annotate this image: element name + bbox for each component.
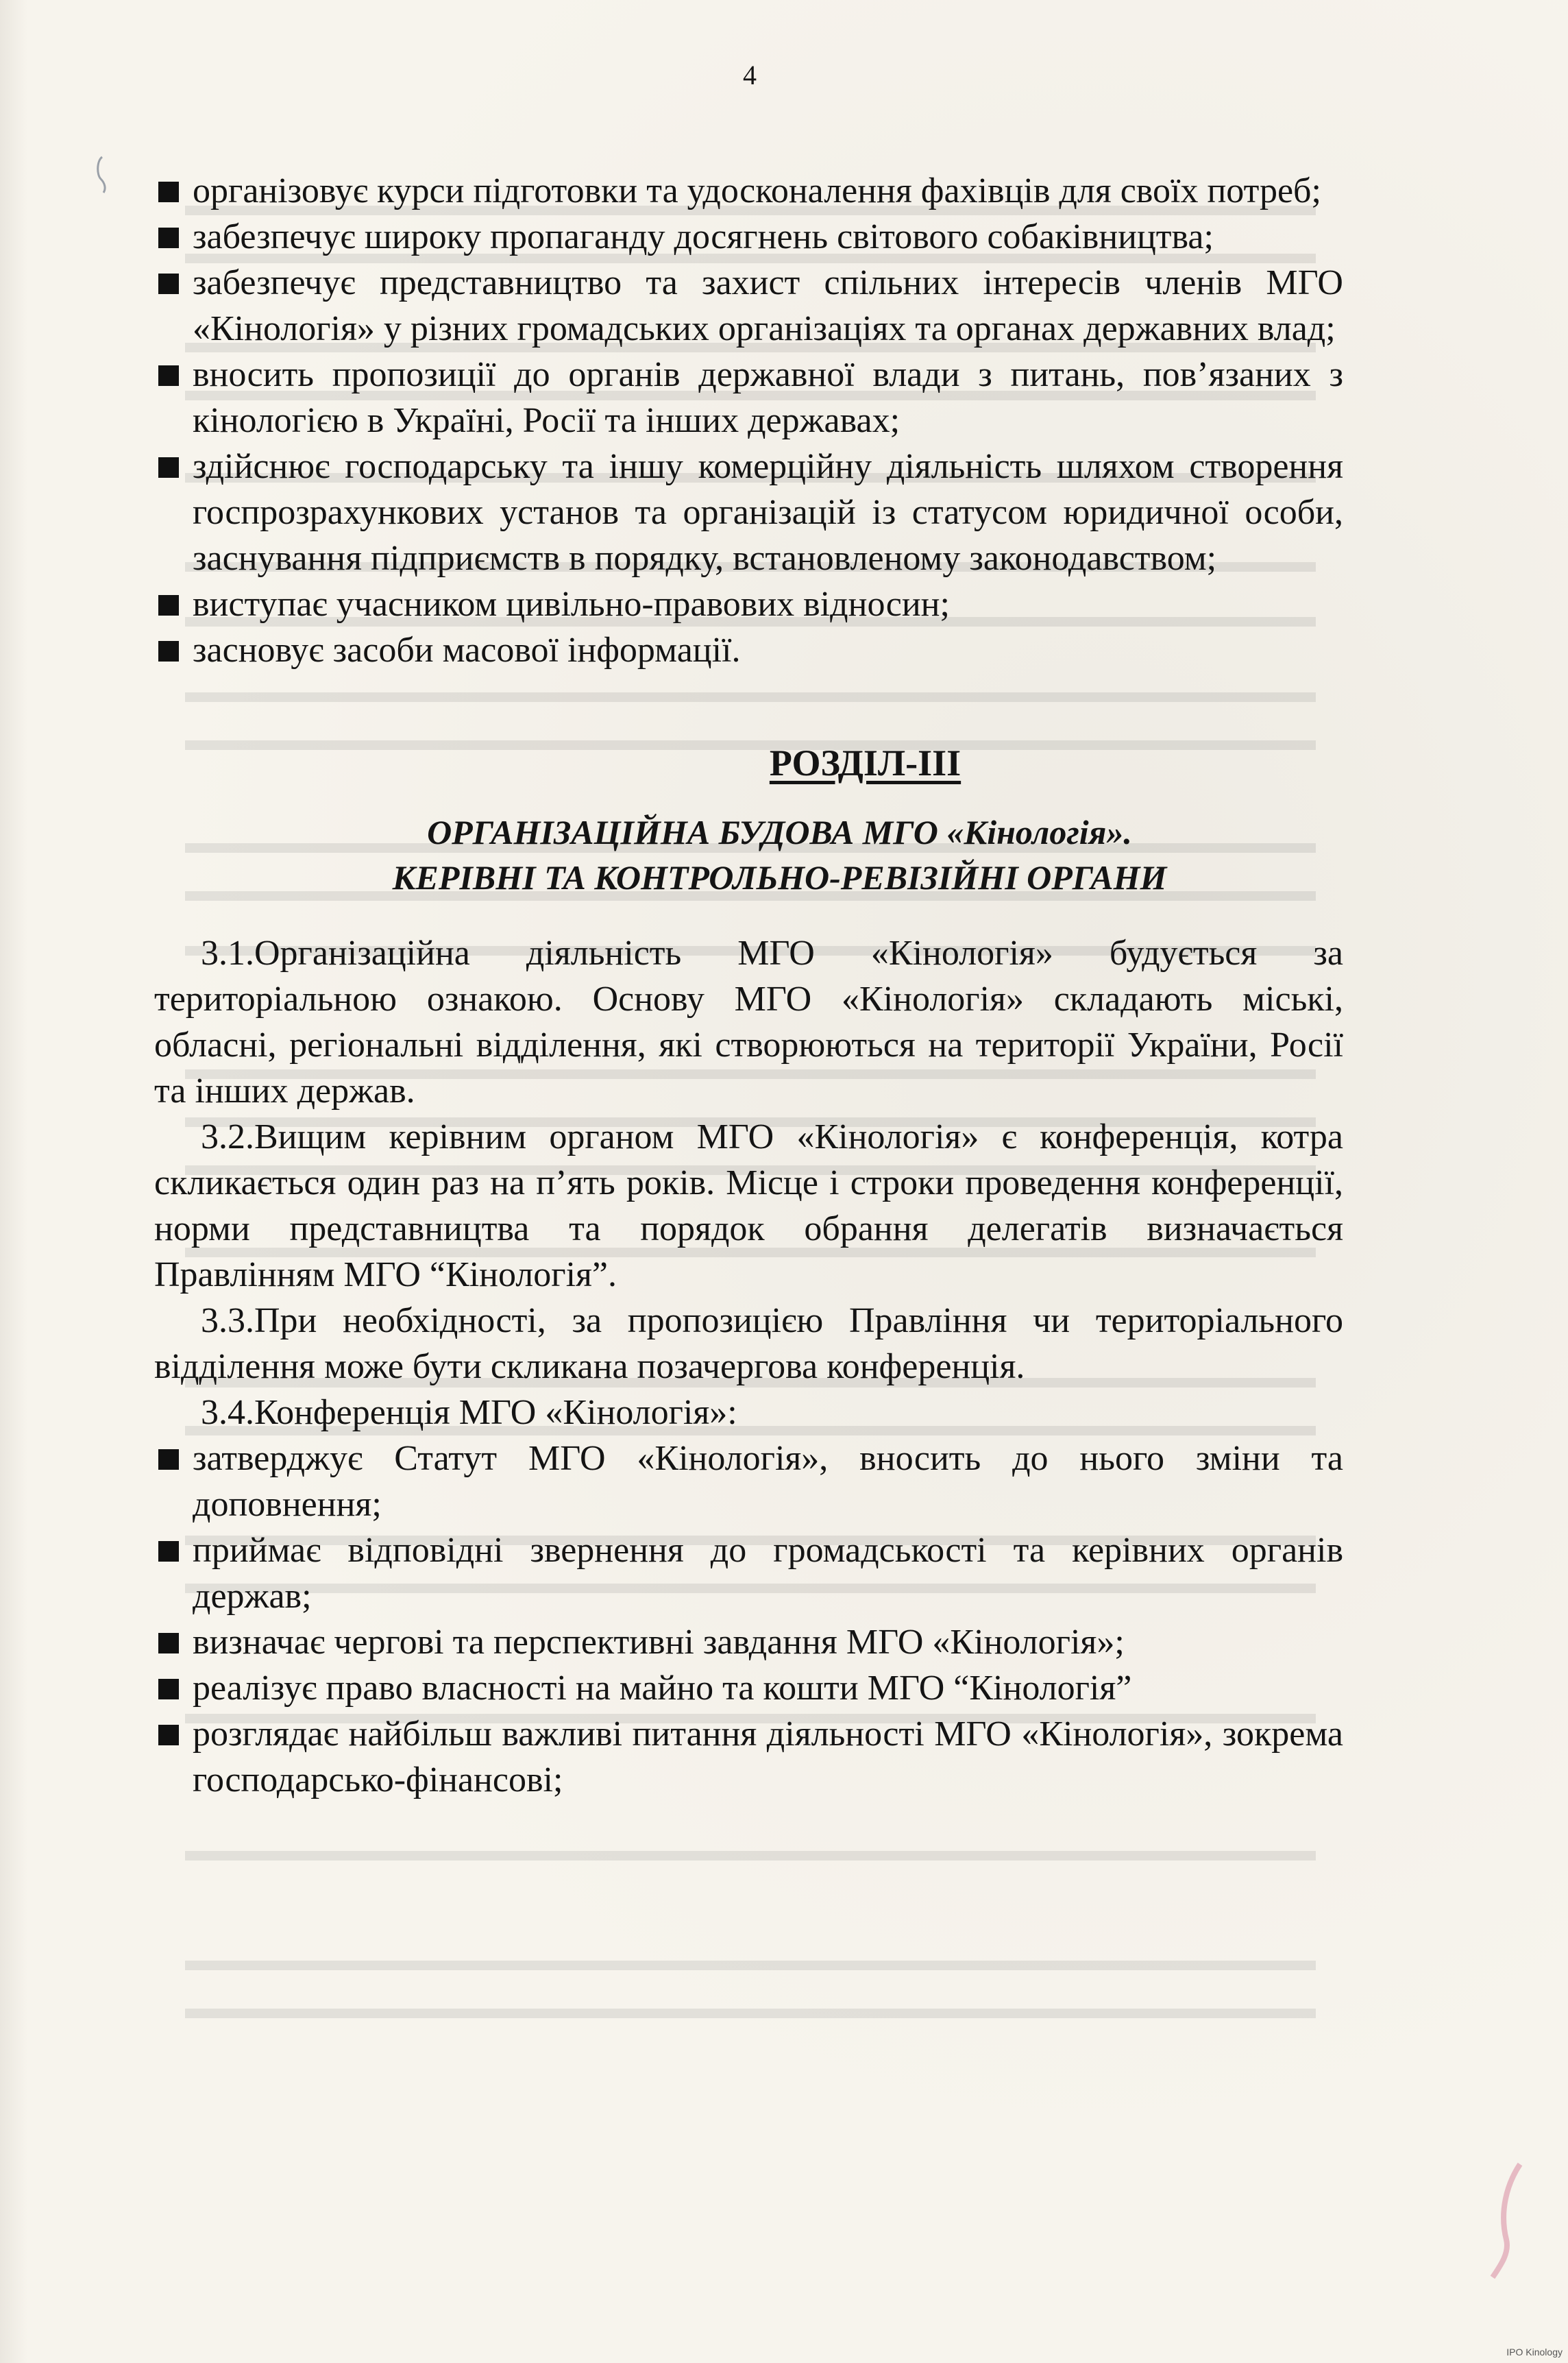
list-item: організовує курси підготовки та удосконалення фахівців для своїх потреб;: [154, 168, 1343, 214]
square-bullet-icon: [158, 1541, 179, 1562]
section-subtitle: [154, 810, 1343, 900]
paragraph-3-3: 3.3.При необхідності, за пропозицією Правління чи територіального відділення може бути скликана позачергова конференція.: [154, 1301, 1343, 1386]
list-item: приймає відповідні звернення до громадськості та керівних органів держав;: [154, 1527, 1343, 1619]
section-subtitle-line-2: КЕРІВНІ ТА КОНТРОЛЬНО-РЕВІЗІЙНІ ОРГАНИ: [392, 858, 1167, 897]
square-bullet-icon: [158, 1633, 179, 1653]
document-body: [154, 168, 1343, 1803]
square-bullet-icon: [158, 641, 179, 662]
ink-smudge-icon: [1479, 2157, 1541, 2281]
conference-powers-list: [154, 1435, 1343, 1803]
list-item: реалізує право власності на майно та кошти МГО “Кінологія”: [154, 1665, 1343, 1711]
list-item: виступає учасником цивільно-правових відносин;: [154, 581, 1343, 627]
square-bullet-icon: [158, 1725, 179, 1745]
list-item: затверджує Статут МГО «Кінологія», вносить до нього зміни та доповнення;: [154, 1435, 1343, 1527]
list-item: розглядає найбільш важливі питання діяльності МГО «Кінологія», зокрема господарсько-фінансові;: [154, 1711, 1343, 1803]
square-bullet-icon: [158, 1679, 179, 1699]
list-item: забезпечує представництво та захист спільних інтересів членів МГО «Кінологія» у різних громадських організаціях та органах державних влад;: [154, 260, 1343, 352]
square-bullet-icon: [158, 274, 179, 294]
activities-list: [154, 168, 1343, 673]
paragraph-3-4: 3.4.Конференція МГО «Кінологія»:: [201, 1393, 737, 1432]
paragraph-3-2: 3.2.Вищим керівним органом МГО «Кінологія» є конференція, котра скликається один раз на п’ять років. Місце і строки проведення конференції, норми представництва та порядок обрання делегатів визначається Правлінням МГО “Кінологія”.: [154, 1117, 1343, 1294]
square-bullet-icon: [158, 595, 179, 616]
list-item: вносить пропозиції до органів державної влади з питань, пов’язаних з кінологією в Україні, Росії та інших державах;: [154, 352, 1343, 444]
list-item: визначає чергові та перспективні завдання МГО «Кінологія»;: [154, 1619, 1343, 1665]
list-item: засновує засоби масової інформації.: [154, 627, 1343, 673]
list-item: здійснює господарську та іншу комерційну діяльність шляхом створення госпрозрахункових установ та організацій із статусом юридичної особи, заснування підприємств в порядку, встановленому законодавством;: [154, 444, 1343, 581]
section-title: РОЗДІЛ-ІІІ: [769, 742, 961, 784]
paragraph-3-1: 3.1.Організаційна діяльність МГО «Кінологія» будується за територіальною ознакою. Основу МГО «Кінологія» складають міські, обласні, регіональні відділення, які створюються на території України, Росії та інших держав.: [154, 934, 1343, 1111]
square-bullet-icon: [158, 182, 179, 202]
page-number: 4: [743, 60, 757, 90]
square-bullet-icon: [158, 457, 179, 478]
square-bullet-icon: [158, 1449, 179, 1470]
corner-stamp: IPO Kinology: [1506, 2347, 1563, 2358]
section-subtitle-line-1: ОРГАНІЗАЦІЙНА БУДОВА МГО «Кінологія».: [427, 813, 1132, 851]
list-item: забезпечує широку пропаганду досягнень світового собаківництва;: [154, 214, 1343, 260]
square-bullet-icon: [158, 228, 179, 248]
pencil-mark-icon: [93, 154, 112, 195]
square-bullet-icon: [158, 365, 179, 386]
